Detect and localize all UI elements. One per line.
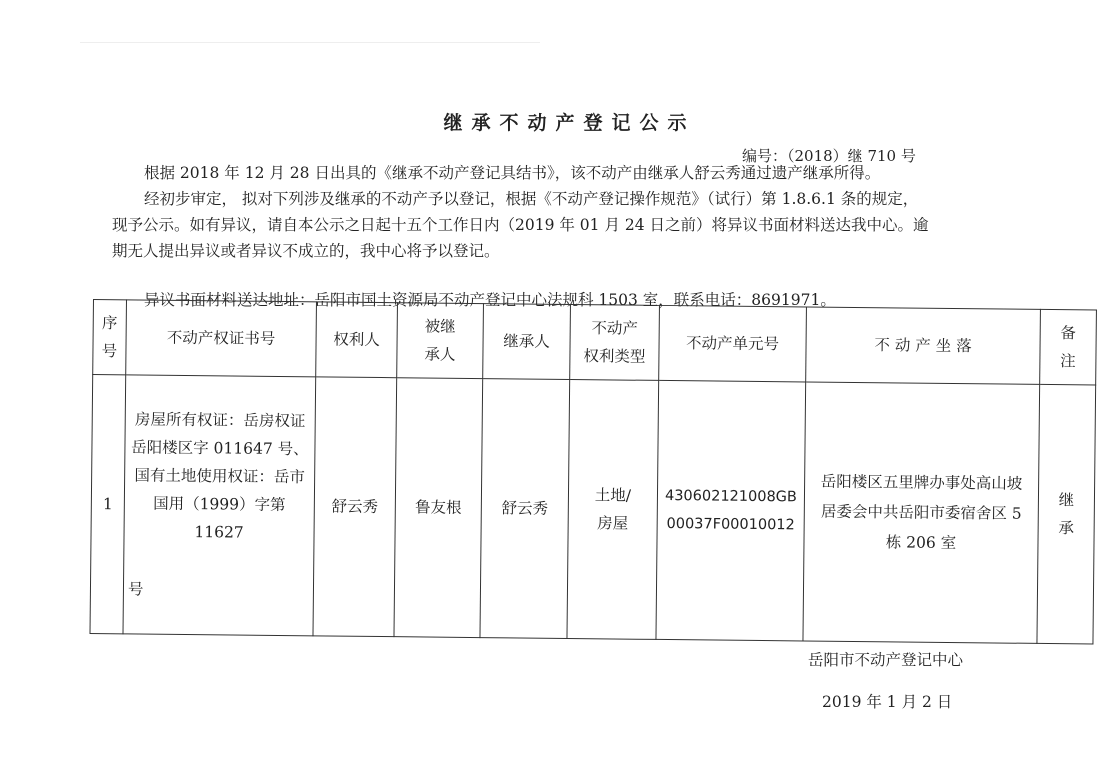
header-location: 不 动 产 坐 落 bbox=[806, 307, 1041, 384]
paragraph-basis: 根据 2018 年 12 月 28 日出具的《继承不动产登记具结书》，该不动产由继承人舒云秀通过遗产继承所得。 bbox=[144, 164, 881, 182]
cert-text: 房屋所有权证：岳房权证岳阳楼区字 011647 号、国有土地使用权证：岳市国用（1999）字第 11627 bbox=[131, 410, 309, 542]
table-header-row bbox=[93, 300, 1097, 385]
header-right-type-line2: 权利类型 bbox=[583, 347, 646, 366]
header-seq bbox=[93, 300, 127, 375]
remark-line1: 继 bbox=[1058, 491, 1075, 510]
header-decedent-line2: 承人 bbox=[424, 345, 456, 364]
header-remark-line2: 注 bbox=[1060, 352, 1076, 371]
cell-cert-no bbox=[123, 375, 316, 636]
cell-decedent: 鲁友根 bbox=[394, 378, 483, 638]
cell-remark bbox=[1037, 384, 1096, 644]
header-cert-no: 不动产权证书号 bbox=[126, 300, 317, 377]
paragraph-objection-address: 异议书面材料送达地址：岳阳市国土资源局不动产登记中心法规科 1503 室，联系电话：8691971。 bbox=[144, 291, 836, 309]
header-right-type bbox=[570, 305, 660, 381]
right-type-line2: 房屋 bbox=[597, 514, 629, 533]
header-remark bbox=[1040, 309, 1097, 385]
review-line-3: 期无人提出异议或者异议不成立的，我中心将予以登记。 bbox=[112, 242, 500, 260]
header-decedent-line1: 被继 bbox=[424, 317, 456, 336]
paragraph-review bbox=[112, 186, 1072, 264]
document-number: 编号：（2018）继 710 号 bbox=[742, 147, 916, 165]
cell-owner: 舒云秀 bbox=[313, 377, 397, 637]
document-title: 继承不动产登记公示 bbox=[443, 112, 696, 134]
review-line-1: 经初步审定， 拟对下列涉及继承的不动产予以登记，根据《不动产登记操作规范》（试行）第 1.8.6.1 条的规定， bbox=[144, 190, 919, 208]
header-remark-line1: 备 bbox=[1060, 324, 1077, 343]
cell-right-type bbox=[567, 379, 659, 639]
cell-heir: 舒云秀 bbox=[480, 379, 570, 639]
right-type-line1: 土地/ bbox=[594, 486, 632, 505]
review-line-2: 现予公示。如有异议，请自本公示之日起十五个工作日内（2019 年 01 月 24 日之前）将异议书面材料送达我中心。逾 bbox=[112, 216, 929, 234]
unit-no-line1: 430602121008GB bbox=[664, 488, 797, 506]
header-decedent bbox=[397, 303, 484, 379]
remark-line2: 承 bbox=[1058, 519, 1074, 538]
signature-organization: 岳阳市不动产登记中心 bbox=[808, 651, 964, 669]
table-row bbox=[90, 375, 1096, 644]
header-seq-line1: 序 bbox=[101, 314, 118, 333]
cert-text-last: 号 bbox=[127, 580, 144, 599]
header-right-type-line1: 不动产 bbox=[591, 319, 639, 338]
header-heir: 继承人 bbox=[483, 304, 571, 380]
scan-artifact-line bbox=[80, 42, 540, 43]
cell-unit-no bbox=[656, 380, 806, 641]
cell-location: 岳阳楼区五里牌办事处高山坡居委会中共岳阳市委宿舍区 5 栋 206 室 bbox=[803, 382, 1040, 643]
header-seq-line2: 号 bbox=[101, 342, 118, 361]
unit-no-line2: 00037F00010012 bbox=[666, 516, 795, 534]
registration-table bbox=[89, 299, 1096, 644]
signature-date: 2019 年 1 月 2 日 bbox=[822, 693, 953, 711]
header-owner: 权利人 bbox=[316, 302, 398, 378]
header-unit-no: 不动产单元号 bbox=[659, 305, 807, 382]
cell-seq: 1 bbox=[90, 375, 126, 634]
